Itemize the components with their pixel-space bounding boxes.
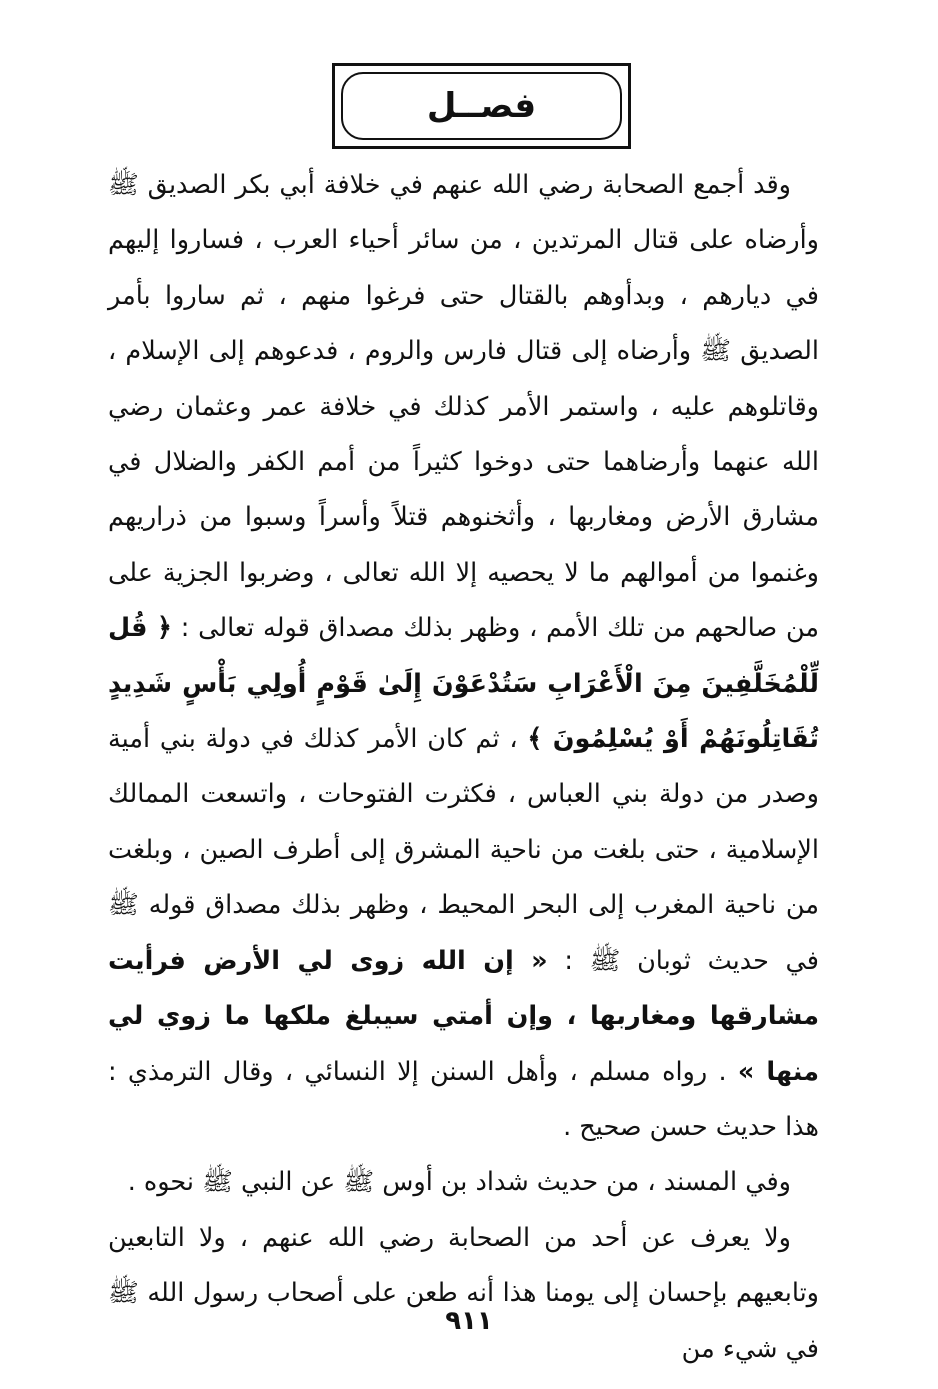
paragraph-1-text-end: . رواه مسلم ، وأهل السنن إلا النسائي ، وقال الترمذي : هذا حديث حسن صحيح . xyxy=(108,1056,819,1142)
hadith-quote: « إن الله زوى لي الأرض فرأيت مشارقها ومغاربها ، وإن أمتي سيبلغ ملكها ما زوي لي منها » xyxy=(108,945,819,1087)
chapter-heading-frame xyxy=(332,63,631,149)
body-text xyxy=(108,158,819,1377)
chapter-heading-inner-frame xyxy=(341,72,622,140)
quran-quote: ﴿ قُل لِّلْمُخَلَّفِينَ مِنَ الْأَعْرَابِ سَتُدْعَوْنَ إِلَىٰ قَوْمٍ أُولِي بَأْسٍ شَدِيدٍ تُقَاتِلُونَهُمْ أَوْ يُسْلِمُونَ ﴾ xyxy=(108,613,819,755)
paragraph-3-text: ولا يعرف عن أحد من الصحابة رضي الله عنهم ، ولا التابعين وتابعيهم بإحسان إلى يومنا هذا أنه طعن على أصحاب رسول الله ﷺ في شيء من xyxy=(108,1222,819,1364)
paragraph-2 xyxy=(108,1155,819,1210)
page-number: ٩١١ xyxy=(445,1306,493,1336)
paragraph-1-text: وقد أجمع الصحابة رضي الله عنهم في خلافة أبي بكر الصديق ﷺ وأرضاه على قتال المرتدين ، من سائر أحياء العرب ، فساروا إليهم في ديارهم ، وبدأوهم بالقتال حتى فرغوا منهم ، ثم ساروا بأمر الصديق ﷺ وأرضاه إلى قتال فارس والروم ، فدعوهم إلى الإسلام ، وقاتلوهم عليه ، واستمر الأمر كذلك في خلافة عمر وعثمان رضي الله عنهما وأرضاهما حتى دوخوا كثيراً من أمم الكفر والضلال في مشارق الأرض ومغاربها ، وأثخنوهم قتلاً وأسراً وسبوا من ذراريهم وغنموا من أموالهم ما لا يحصيه إلا الله تعالى ، وضربوا الجزية على من صالحهم من تلك الأمم ، وظهر بذلك مصداق قوله تعالى : xyxy=(108,170,820,644)
paragraph-3 xyxy=(108,1211,819,1377)
paragraph-2-text: وفي المسند ، من حديث شداد بن أوس ﷺ عن النبي ﷺ نحوه . xyxy=(127,1167,791,1198)
chapter-heading: فصــل xyxy=(426,86,537,126)
paragraph-1 xyxy=(108,158,819,1155)
paragraph-1-text-cont: ، ثم كان الأمر كذلك في دولة بني أمية وصدر من دولة بني العباس ، فكثرت الفتوحات ، واتسعت الممالك الإسلامية ، حتى بلغت من ناحية المشرق إلى أطرف الصين ، وبلغت من ناحية المغرب إلى البحر المحيط ، وظهر بذلك مصداق قوله ﷺ في حديث ثوبان ﷺ : xyxy=(108,724,819,976)
